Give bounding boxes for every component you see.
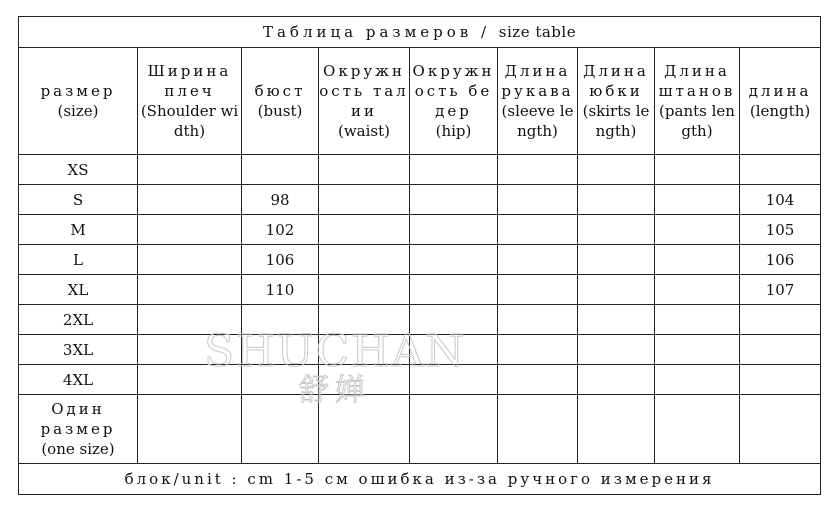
cell-hip (410, 365, 498, 395)
cell-bust (242, 155, 319, 185)
cell-length: 105 (740, 215, 821, 245)
cell-shoulder (138, 215, 242, 245)
title-en: size table (498, 23, 577, 41)
size-label: L (19, 245, 138, 275)
header-hip (410, 48, 498, 155)
cell-length (740, 155, 821, 185)
header-hip-en: (hip) (435, 122, 472, 140)
header-shoulder (138, 48, 242, 155)
size-label: 3XL (19, 335, 138, 365)
cell-length (740, 305, 821, 335)
cell-length (740, 335, 821, 365)
cell-shoulder (138, 185, 242, 215)
cell-waist (319, 305, 410, 335)
table-row (19, 335, 821, 365)
title-separator: / (472, 23, 499, 41)
cell-waist (319, 335, 410, 365)
cell-length: 106 (740, 245, 821, 275)
cell-bust: 102 (242, 215, 319, 245)
cell-bust (242, 395, 319, 464)
cell-skirt (578, 305, 655, 335)
header-sleeve-en: (sleeve length) (501, 102, 574, 140)
header-shoulder-en: (Shoulder width) (140, 102, 239, 140)
cell-hip (410, 245, 498, 275)
cell-waist (319, 155, 410, 185)
header-row (19, 48, 821, 155)
cell-shoulder (138, 245, 242, 275)
cell-pants (655, 275, 740, 305)
size-label-one-size (19, 395, 138, 464)
header-pants (655, 48, 740, 155)
cell-skirt (578, 155, 655, 185)
cell-sleeve (498, 365, 578, 395)
header-waist (319, 48, 410, 155)
cell-skirt (578, 275, 655, 305)
watermark-cjk: 舒婵 (299, 373, 371, 408)
title-ru: Таблица размеров (262, 23, 473, 41)
header-size-ru: размер (40, 82, 116, 100)
size-label: S (19, 185, 138, 215)
cell-pants (655, 365, 740, 395)
cell-hip (410, 305, 498, 335)
header-pants-en: (pants length) (659, 102, 735, 140)
header-waist-ru: Окружность талии (319, 62, 409, 120)
cell-length: 107 (740, 275, 821, 305)
cell-shoulder (138, 155, 242, 185)
cell-shoulder (138, 275, 242, 305)
cell-pants (655, 245, 740, 275)
cell-sleeve (498, 185, 578, 215)
cell-sleeve (498, 395, 578, 464)
cell-waist (319, 275, 410, 305)
header-bust (242, 48, 319, 155)
cell-length: 104 (740, 185, 821, 215)
cell-sleeve (498, 155, 578, 185)
size-label: 2XL (19, 305, 138, 335)
size-chart (18, 16, 820, 495)
header-skirt-en: (skirts length) (582, 102, 650, 140)
table-row-one-size (19, 395, 821, 464)
header-shoulder-ru: Ширина плеч (147, 62, 232, 100)
cell-bust (242, 365, 319, 395)
header-size-en: (size) (57, 102, 99, 120)
cell-pants (655, 185, 740, 215)
cell-hip (410, 275, 498, 305)
cell-waist (319, 185, 410, 215)
cell-bust: 110 (242, 275, 319, 305)
cell-hip (410, 155, 498, 185)
cell-pants (655, 395, 740, 464)
title-row (19, 17, 821, 48)
size-label: XS (19, 155, 138, 185)
cell-waist (319, 215, 410, 245)
cell-bust: 98 (242, 185, 319, 215)
cell-skirt (578, 215, 655, 245)
header-size (19, 48, 138, 155)
header-sleeve-ru: Длина рукава (501, 62, 574, 100)
cell-sleeve (498, 215, 578, 245)
cell-pants (655, 335, 740, 365)
table-row (19, 365, 821, 395)
header-pants-ru: Длина штанов (658, 62, 736, 100)
cell-waist (319, 245, 410, 275)
cell-skirt (578, 245, 655, 275)
table-row (19, 215, 821, 245)
watermark-latin: SHUCHAN (204, 326, 466, 377)
cell-hip (410, 215, 498, 245)
header-length (740, 48, 821, 155)
cell-bust (242, 335, 319, 365)
cell-skirt (578, 335, 655, 365)
cell-skirt (578, 185, 655, 215)
cell-hip (410, 395, 498, 464)
cell-shoulder (138, 335, 242, 365)
cell-shoulder (138, 305, 242, 335)
cell-bust: 106 (242, 245, 319, 275)
cell-hip (410, 185, 498, 215)
size-table (18, 16, 821, 495)
header-length-en: (length) (749, 102, 811, 120)
footer-row (19, 464, 821, 495)
cell-waist (319, 365, 410, 395)
size-label: XL (19, 275, 138, 305)
table-row (19, 275, 821, 305)
one-size-ru: Один размер (40, 400, 116, 438)
cell-sleeve (498, 245, 578, 275)
header-skirt (578, 48, 655, 155)
header-skirt-ru: Длина юбки (583, 62, 649, 100)
header-waist-en: (waist) (337, 122, 390, 140)
size-label: M (19, 215, 138, 245)
one-size-en: (one size) (41, 440, 115, 458)
table-row (19, 305, 821, 335)
header-bust-en: (bust) (257, 102, 303, 120)
header-bust-ru: бюст (254, 82, 306, 100)
cell-shoulder (138, 395, 242, 464)
cell-pants (655, 215, 740, 245)
cell-skirt (578, 395, 655, 464)
cell-bust (242, 305, 319, 335)
table-title (19, 17, 821, 48)
size-label: 4XL (19, 365, 138, 395)
cell-sleeve (498, 275, 578, 305)
table-row (19, 155, 821, 185)
cell-pants (655, 305, 740, 335)
cell-length (740, 365, 821, 395)
header-hip-ru: Окружность бедер (412, 62, 495, 120)
cell-waist (319, 395, 410, 464)
cell-sleeve (498, 305, 578, 335)
cell-pants (655, 155, 740, 185)
header-length-ru: длина (748, 82, 812, 100)
table-row (19, 245, 821, 275)
cell-length (740, 395, 821, 464)
footer-note: блок/unit : cm 1-5 см ошибка из-за ручного измерения (19, 464, 821, 495)
cell-shoulder (138, 365, 242, 395)
header-sleeve (498, 48, 578, 155)
table-row (19, 185, 821, 215)
cell-skirt (578, 365, 655, 395)
cell-hip (410, 335, 498, 365)
cell-sleeve (498, 335, 578, 365)
